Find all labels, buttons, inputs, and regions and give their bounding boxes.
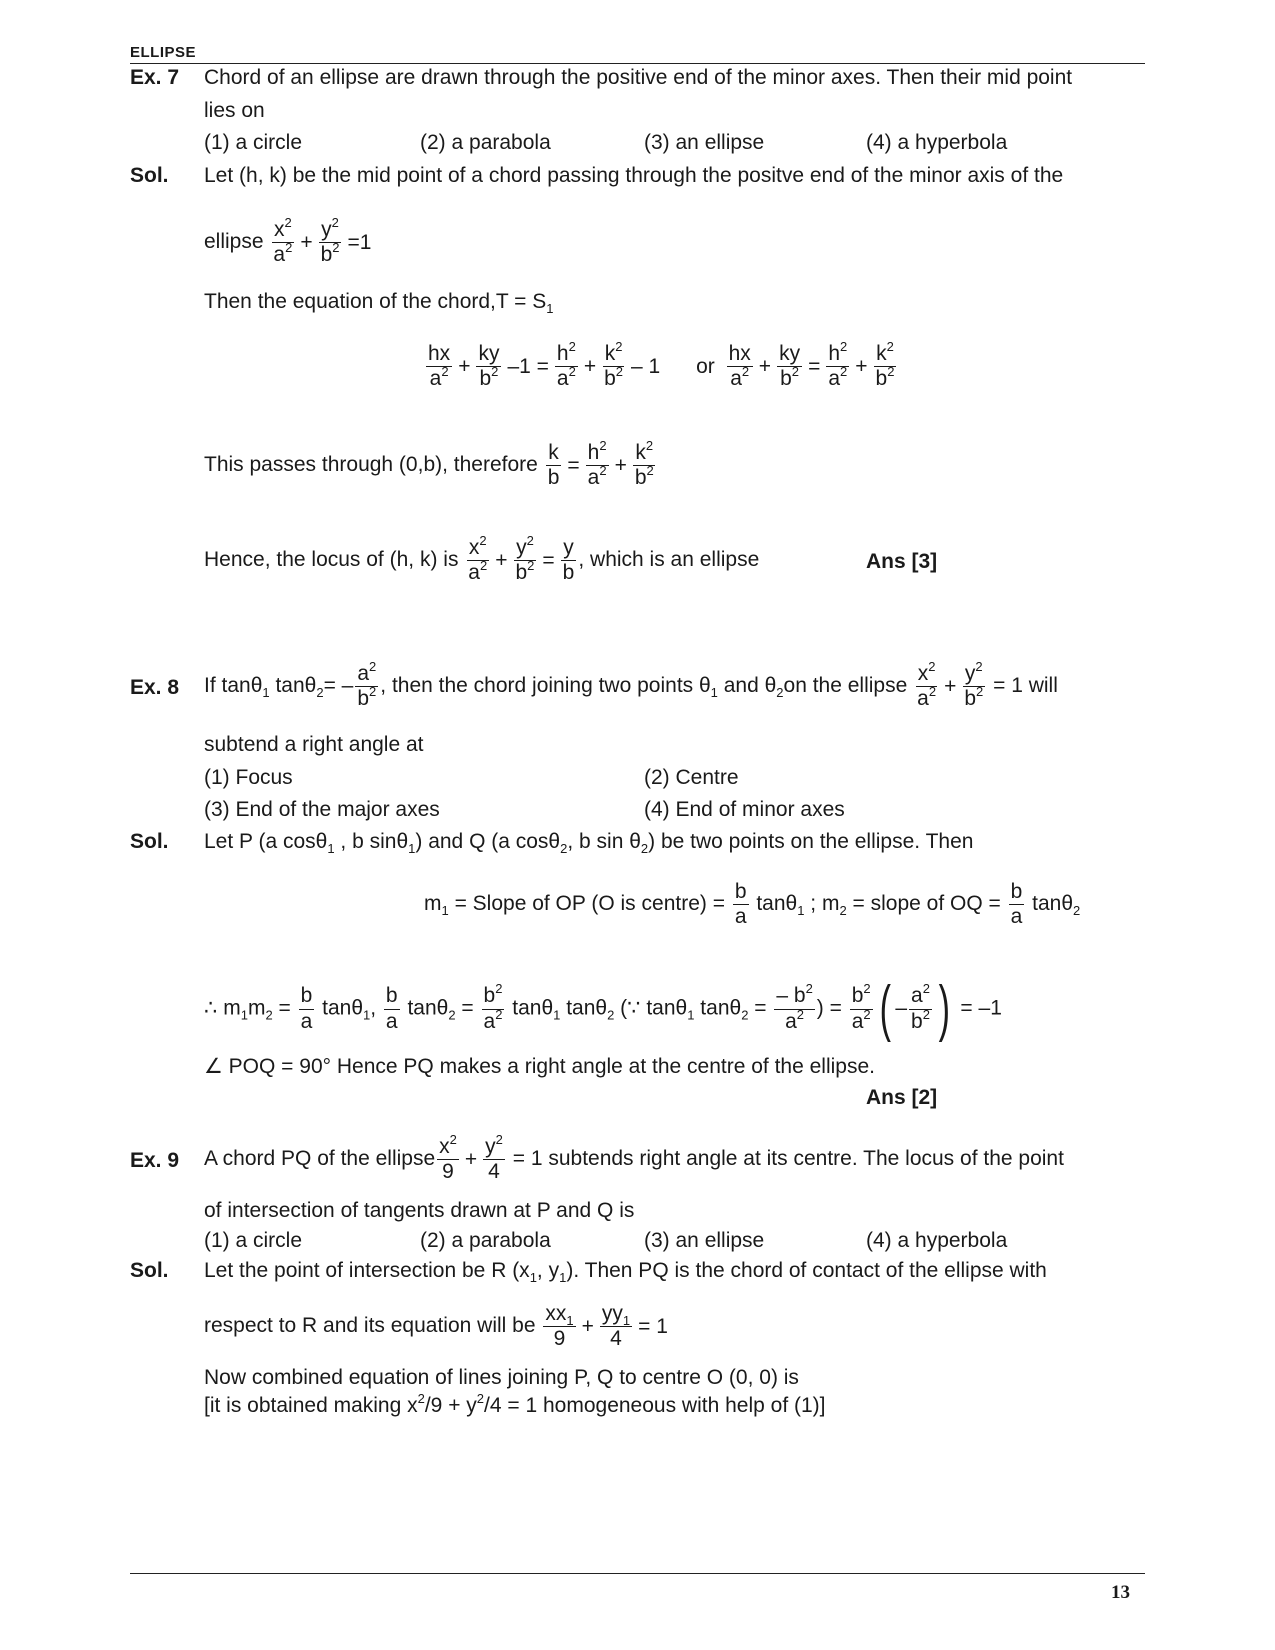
ex8-q-text-b: on the ellipse: [783, 674, 908, 698]
ex9-question-line2: of intersection of tangents drawn at P and Q is: [204, 1199, 635, 1222]
ex7-option-4: (4) a hyperbola: [866, 131, 1008, 154]
page-number: 13: [1111, 1582, 1130, 1603]
ex7-ellipse-equation: ellipse $\frac{x^2}{a^2}$ + $\frac{y^2}{b^2}$ =1: [204, 215, 372, 267]
ex7-passes-through: This passes through (0,b), therefore $\frac{k}{b}$ = $\frac{h^2}{a^2}$ + $\frac{k^2}{b^2}$: [204, 438, 654, 490]
ex7-sol-line1: Let (h, k) be the mid point of a chord passing through the positve end of the minor axis of the: [204, 164, 1064, 187]
ex7-option-3: (3) an ellipse: [644, 131, 765, 154]
ex7-locus: Hence, the locus of (h, k) is $\frac{x^2}{a^2}$ + $\frac{y^2}{b^2}$ = $\frac{y}{b}$ , which is an ellipse: [204, 533, 760, 585]
footer-rule: [130, 1573, 1145, 1574]
ex9-option-3: (3) an ellipse: [644, 1229, 765, 1252]
ex7-passes-through-text: This passes through (0,b), therefore: [204, 453, 538, 477]
ex7-locus-tail: , which is an ellipse: [578, 548, 760, 572]
ex8-sol-label: Sol.: [130, 830, 169, 853]
header-rule: [130, 63, 1145, 64]
ex7-question-line1: Chord of an ellipse are drawn through the positive end of the minor axes. Then their mid point: [204, 66, 1073, 89]
ex8-slopes: $m_1$ = Slope of OP (O is centre) = $\frac{b}{a}$ tanθ$_1$ ; $m_2$ = slope of OQ = $\frac{b}{a}$ tanθ$_2$: [424, 880, 1081, 929]
ex7-question-line2: lies on: [204, 99, 265, 122]
ex8-option-1: (1) Focus: [204, 766, 293, 789]
ex9-label: Ex. 9: [130, 1149, 180, 1172]
ex7-option-1: (1) a circle: [204, 131, 303, 154]
ex8-question-line1: If tanθ$_1$ tanθ$_2$= – $\frac{a^2}{b^2}$ , then the chord joining two points $\theta_1$ and $\theta_2on$ the ellipse $\frac{x^2}{a^2}$ + $\frac{y^2}{b^2}$ = 1 will: [204, 659, 1058, 711]
ex9-chord-of-contact: respect to R and its equation will be $\frac{xx_1}{9}$ + $\frac{yy_1}{4}$ = 1: [204, 1302, 668, 1351]
ex8-sol-conclusion: ∠ POQ = 90° Hence PQ makes a right angle at the centre of the ellipse.: [204, 1055, 875, 1078]
ex9-question-line1: A chord PQ of the ellipse $\frac{x^2}{9}$ + $\frac{y^2}{4}$ = 1 subtends right angle at its centre. The locus of the point: [204, 1132, 1064, 1184]
ex7-sol-label: Sol.: [130, 164, 169, 187]
ex9-q-text-b: = 1 subtends right angle at its centre. The locus of the point: [512, 1147, 1064, 1171]
ex7-label: Ex. 7: [130, 66, 180, 89]
section-header: ELLIPSE: [130, 44, 197, 61]
ex8-question-line2: subtend a right angle at: [204, 733, 424, 756]
ex7-chord-intro: Then the equation of the chord,T = $S_1$: [204, 290, 554, 316]
ex8-answer: Ans [2]: [866, 1086, 938, 1109]
ex8-option-4: (4) End of minor axes: [644, 798, 845, 821]
ex7-answer: Ans [3]: [866, 550, 938, 573]
ex9-option-4: (4) a hyperbola: [866, 1229, 1008, 1252]
ex8-option-2: (2) Centre: [644, 766, 739, 789]
ex7-ellipse-word: ellipse: [204, 230, 264, 254]
ex9-sol-line2-text: respect to R and its equation will be: [204, 1314, 536, 1338]
ex8-q-text-c: = 1 will: [993, 674, 1058, 698]
ex9-sol-line1: Let the point of intersection be R ($x_1$, $y_1$). Then PQ is the chord of contact of the ellipse with: [204, 1259, 1047, 1285]
ex7-locus-text: Hence, the locus of (h, k) is: [204, 548, 459, 572]
ex9-option-2: (2) a parabola: [420, 1229, 551, 1252]
ex7-chord-intro-text: Then the equation of the chord,T = S: [204, 290, 547, 313]
ex7-chord-equation: $\frac{hx}{a^2}$ + $\frac{ky}{b^2}$ –1 = $\frac{h^2}{a^2}$ + $\frac{k^2}{b^2}$ – 1 or $\frac{hx}{a^2}$ + $\frac{ky}{b^2}$ = $\frac{h^2}{a^2}$ + $\frac{k^2}{b^2}$: [428, 339, 895, 391]
ex8-label: Ex. 8: [130, 676, 180, 699]
ex9-sol-label: Sol.: [130, 1259, 169, 1282]
ex9-q-text-a: A chord PQ of the ellipse: [204, 1147, 436, 1171]
ex8-q-text-a: , then the chord joining two points: [380, 674, 694, 698]
ex7-option-2: (2) a parabola: [420, 131, 551, 154]
ex8-sol-line1: Let P (a cosθ$_1$ , b sinθ$_1$) and Q (a cosθ$_2$, b $\sin \theta_2$) be two points on the ellipse. Then: [204, 830, 974, 856]
ex9-sol-line4: [it is obtained making $x^2/9 + y^2/4 = 1$ homogeneous with help of (1)]: [204, 1391, 826, 1417]
ex9-option-1: (1) a circle: [204, 1229, 303, 1252]
ex8-option-3: (3) End of the major axes: [204, 798, 440, 821]
ex8-product-of-slopes: ∴ $m_1m_2$ = $\frac{b}{a}$ tanθ$_1$, $\frac{b}{a}$ tanθ$_2$ = $\frac{b^2}{a^2}$ tanθ$_1$ tanθ$_2$ (∵ tanθ$_1$ tanθ$_2$ = $\frac{- b^2}{a^2}$ ) = $\frac{b^2}{a^2}$ ( – $\frac{a^2}{b^2}$ ) = –1: [204, 974, 1002, 1043]
ex9-sol-line3: Now combined equation of lines joining P, Q to centre O (0, 0) is: [204, 1366, 799, 1389]
